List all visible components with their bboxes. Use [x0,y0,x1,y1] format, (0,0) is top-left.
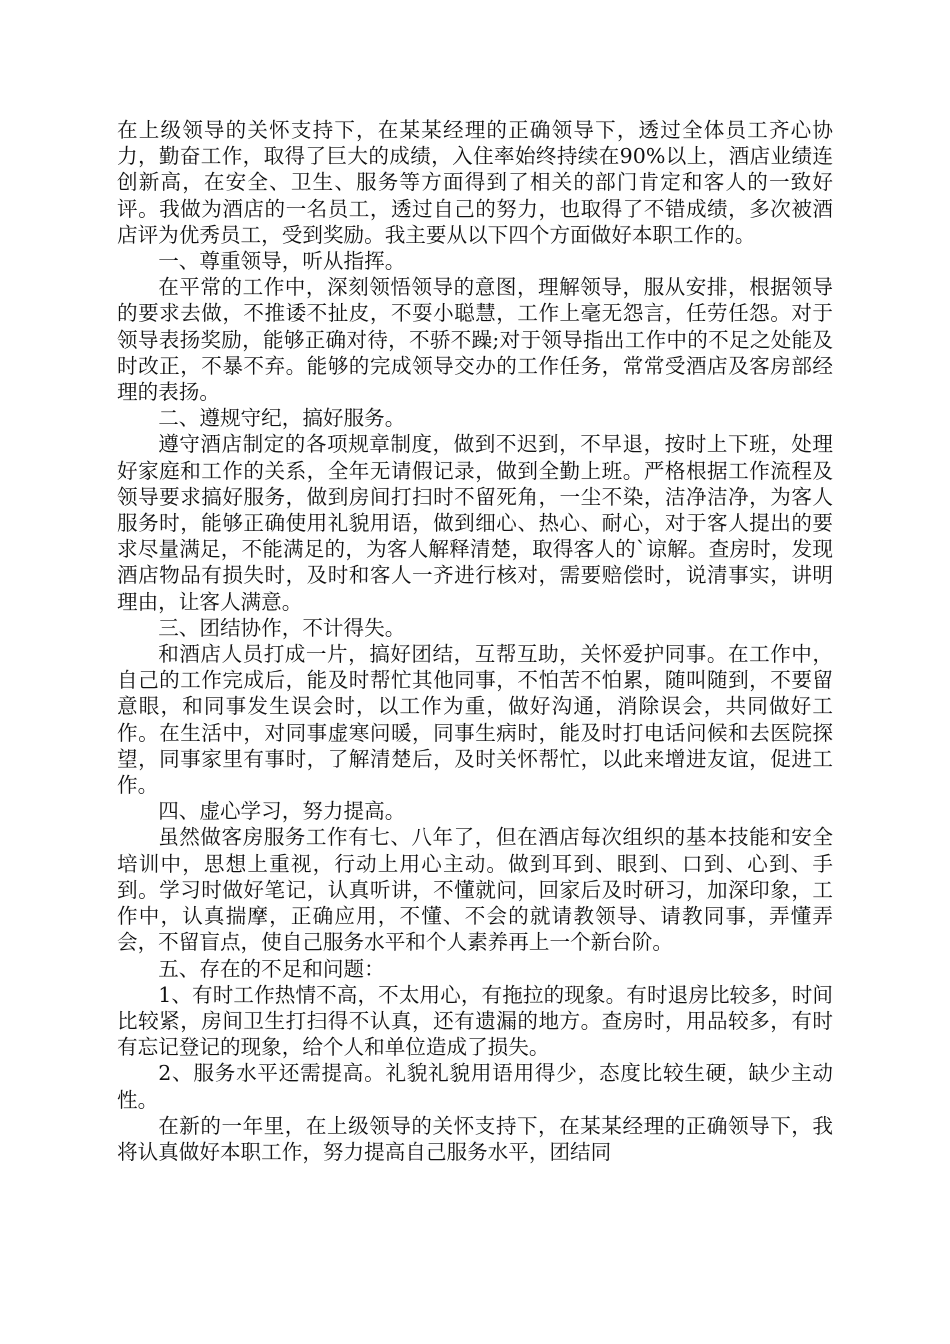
section-heading-2: 二、遵规守纪，搞好服务。 [158,406,406,431]
paragraph-section-4: 虽然做客房服务工作有七、八年了，但在酒店每次组织的基本技能和安全培训中，思想上重视，行动上用心主动。做到耳到、眼到、口到、心到、手到。学习时做好笔记，认真听讲，不懂就问，回家后及时研习，加深印象，工作中，认真揣摩，正确应用，不懂、不会的就请教领导、请教同事，弄懂弄会，不留盲点，使自己服务水平和个人素养再上一个新台阶。 [117,825,833,955]
paragraph-shortcoming-1: 1、有时工作热情不高，不太用心，有拖拉的现象。有时退房比较多，时间比较紧，房间卫生打扫得不认真，还有遗漏的地方。查房时，用品较多，有时有忘记登记的现象，给个人和单位造成了损失。 [117,982,833,1060]
paragraph-section-2: 遵守酒店制定的各项规章制度，做到不迟到，不早退，按时上下班，处理好家庭和工作的关系，全年无请假记录，做到全勤上班。严格根据工作流程及领导要求搞好服务，做到房间打扫时不留死角，一尘不染，洁净洁净，为客人服务时，能够正确使用礼貌用语，做到细心、热心、耐心，对于客人提出的要求尽量满足，不能满足的，为客人解释清楚，取得客人的`谅解。查房时，发现酒店物品有损失时，及时和客人一齐进行核对，需要赔偿时，说清事实，讲明理由，让客人满意。 [117,432,833,614]
paragraph-section-1: 在平常的工作中，深刻领悟领导的意图，理解领导，服从安排，根据领导的要求去做，不推诿不扯皮，不耍小聪慧，工作上毫无怨言，任劳任怨。对于领导表扬奖励，能够正确对待，不骄不躁;对于领导指出工作中的不足之处能及时改正，不暴不弃。能够的完成领导交办的工作任务，常常受酒店及客房部经理的表扬。 [117,275,833,405]
section-heading-4: 四、虚心学习，努力提高。 [158,799,406,824]
paragraph-closing: 在新的一年里，在上级领导的关怀支持下，在某某经理的正确领导下，我将认真做好本职工作，努力提高自己服务水平，团结同 [117,1113,833,1164]
document-body [117,117,833,1165]
paragraph-shortcoming-2: 2、服务水平还需提高。礼貌礼貌用语用得少，态度比较生硬，缺少主动性。 [117,1061,833,1112]
paragraph-intro: 在上级领导的关怀支持下，在某某经理的正确领导下，透过全体员工齐心协力，勤奋工作，取得了巨大的成绩，入住率始终持续在90%以上，酒店业绩连创新高，在安全、卫生、服务等方面得到了相关的部门肯定和客人的一致好评。我做为酒店的一名员工，透过自己的努力，也取得了不错成绩，多次被酒店评为优秀员工，受到奖励。我主要从以下四个方面做好本职工作的。 [117,118,833,247]
paragraph-section-3: 和酒店人员打成一片，搞好团结，互帮互助，关怀爱护同事。在工作中，自己的工作完成后，能及时帮忙其他同事，不怕苦不怕累，随叫随到，不要留意眼，和同事发生误会时，以工作为重，做好沟通，消除误会，共同做好工作。在生活中，对同事虚寒问暖，同事生病时，能及时打电话问候和去医院探望，同事家里有事时，了解清楚后，及时关怀帮忙，以此来增进友谊，促进工作。 [117,642,833,798]
section-heading-3: 三、团结协作，不计得失。 [158,615,406,640]
section-heading-1: 一、尊重领导，听从指挥。 [158,249,406,274]
section-heading-5: 五、存在的不足和问题： [158,956,385,981]
